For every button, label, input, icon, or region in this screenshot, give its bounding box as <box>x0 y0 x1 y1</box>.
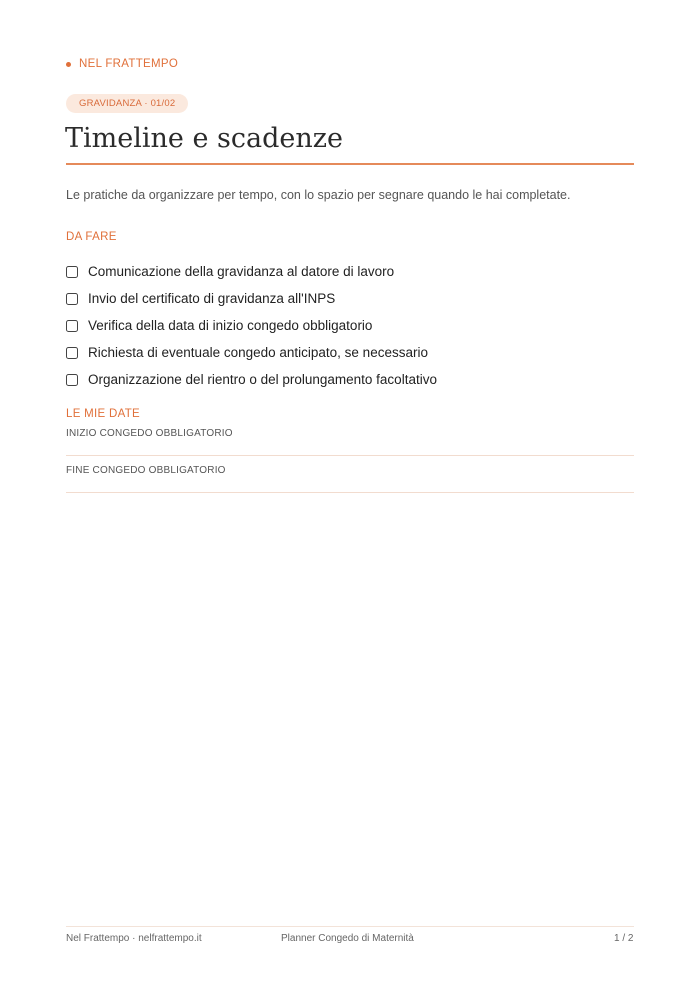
brand-name: NEL FRATTEMPO <box>79 58 179 70</box>
intro-text: Le pratiche da organizzare per tempo, con lo spazio per segnare quando le hai completate. <box>66 188 571 202</box>
todo-item[interactable] <box>66 339 437 366</box>
date-input-line[interactable] <box>66 492 634 493</box>
todo-section-label: DA FARE <box>66 231 117 243</box>
date-field-end[interactable] <box>66 465 634 476</box>
todo-list <box>66 258 437 393</box>
todo-item-label: Organizzazione del rientro o del prolungamento facoltativo <box>88 372 437 387</box>
todo-item-label: Invio del certificato di gravidanza all'INPS <box>88 291 336 306</box>
date-field-label: FINE CONGEDO OBBLIGATORIO <box>66 465 226 476</box>
todo-item[interactable] <box>66 366 437 393</box>
brand <box>66 58 178 70</box>
title-divider <box>66 163 634 165</box>
checkbox-icon[interactable] <box>66 347 78 359</box>
checkbox-icon[interactable] <box>66 266 78 278</box>
date-input-line[interactable] <box>66 455 634 456</box>
todo-item-label: Richiesta di eventuale congedo anticipato, se necessario <box>88 345 428 360</box>
checkbox-icon[interactable] <box>66 293 78 305</box>
date-field-start[interactable] <box>66 428 634 439</box>
footer-document-title: Planner Congedo di Maternità <box>281 933 414 944</box>
todo-item[interactable] <box>66 312 437 339</box>
todo-item-label: Verifica della data di inizio congedo obbligatorio <box>88 318 373 333</box>
todo-item-label: Comunicazione della gravidanza al datore di lavoro <box>88 264 395 279</box>
footer-divider <box>66 926 634 927</box>
section-pill: GRAVIDANZA · 01/02 <box>66 94 188 113</box>
footer-page-number: 1 / 2 <box>614 933 634 944</box>
checkbox-icon[interactable] <box>66 374 78 386</box>
dates-section-label: LE MIE DATE <box>66 408 141 420</box>
todo-item[interactable] <box>66 285 437 312</box>
date-field-label: INIZIO CONGEDO OBBLIGATORIO <box>66 428 233 439</box>
checkbox-icon[interactable] <box>66 320 78 332</box>
footer-site: Nel Frattempo · nelfrattempo.it <box>66 933 202 944</box>
page-title: Timeline e scadenze <box>65 123 343 154</box>
todo-item[interactable] <box>66 258 437 285</box>
brand-dot-icon <box>66 62 71 67</box>
